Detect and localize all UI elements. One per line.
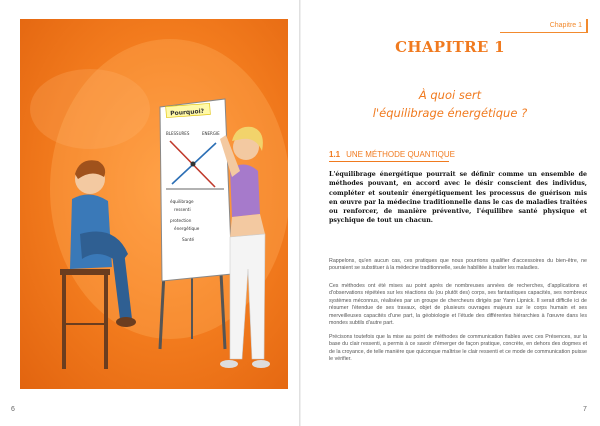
section-rule	[329, 161, 449, 162]
subtitle-line-1: À quoi sert	[418, 88, 482, 102]
running-head-label: Chapitre 1	[549, 22, 582, 29]
chapter-illustration	[20, 19, 288, 389]
board-list-2: ressenti	[174, 207, 191, 212]
board-header: Pourquoi?	[169, 107, 205, 118]
body-paragraph-2: Ces méthodes ont été mises au point après de nombreuses années de recherches, d'applications et d'observations répétées sur les réactions du (ou plutôt des) corps, ses fantastiques capacités, ses nombreux systèmes méconnus, réalisées par un groupe de chercheurs dirigés par Yann Lipnick. Il serait difficile ici de résumer l'étendue de ses travaux, objet de plusieurs ouvrages majeurs sur le corps humain et ses merveilleuses capacités d'une part, la géobiologie et l'étude des différentes hiérarchies à l'œuvre dans les mondes subtils d'autre part.	[329, 283, 587, 327]
board-list-4: énergétique	[174, 226, 200, 231]
board-list-5: Santé	[182, 237, 195, 242]
section-title: UNE MÉTHODE QUANTIQUE	[346, 150, 456, 159]
folio-right: 7	[583, 406, 587, 413]
illustration-drawing	[20, 19, 288, 389]
page-fold	[299, 0, 301, 426]
section-number: 1.1	[329, 150, 341, 159]
body-paragraph-1: Rappelons, qu'en aucun cas, ces pratiques que nous pourrions qualifier d'accessoires du bien-être, ne pourraient se substituer à la médecine traditionnelle, seule habilitée à traiter les maladies.	[329, 258, 587, 272]
folio-left: 6	[11, 406, 15, 413]
running-head-bar	[586, 19, 588, 33]
intro-paragraph: L'équilibrage énergétique pourrait se définir comme un ensemble de méthodes pouvant, en accord avec le désir conscient des individus, compléter et soutenir énergétiquement les processus de guérison mis en œuvre par la médecine traditionnelle dans le cas de maladies traitées ou renforcer, de manière préventive, l'équilibre santé physique et psychique de tout un chacun.	[329, 171, 587, 225]
body-paragraph-3: Précisons toutefois que la mise au point de méthodes de communication fiables avec ces Présences, sur la base du clair ressenti, a permis à ce savoir d'émerger de façon pratique, concrète, en dehors des dogmes et de la croyance, de telle manière que quiconque maîtrise le clair ressenti et ce mode de communication puisse le vérifier.	[329, 334, 587, 363]
board-list-1: équilibrage	[170, 199, 194, 204]
section-heading	[329, 150, 455, 159]
board-label-right: ENERGIE	[202, 131, 220, 136]
board-label-left: BLESSURES	[166, 131, 190, 136]
board-list-3: protection	[170, 218, 192, 223]
running-head	[500, 19, 588, 33]
subtitle-line-2: l'équilibrage énergétique ?	[372, 106, 528, 120]
chapter-title: CHAPITRE 1	[395, 38, 505, 56]
